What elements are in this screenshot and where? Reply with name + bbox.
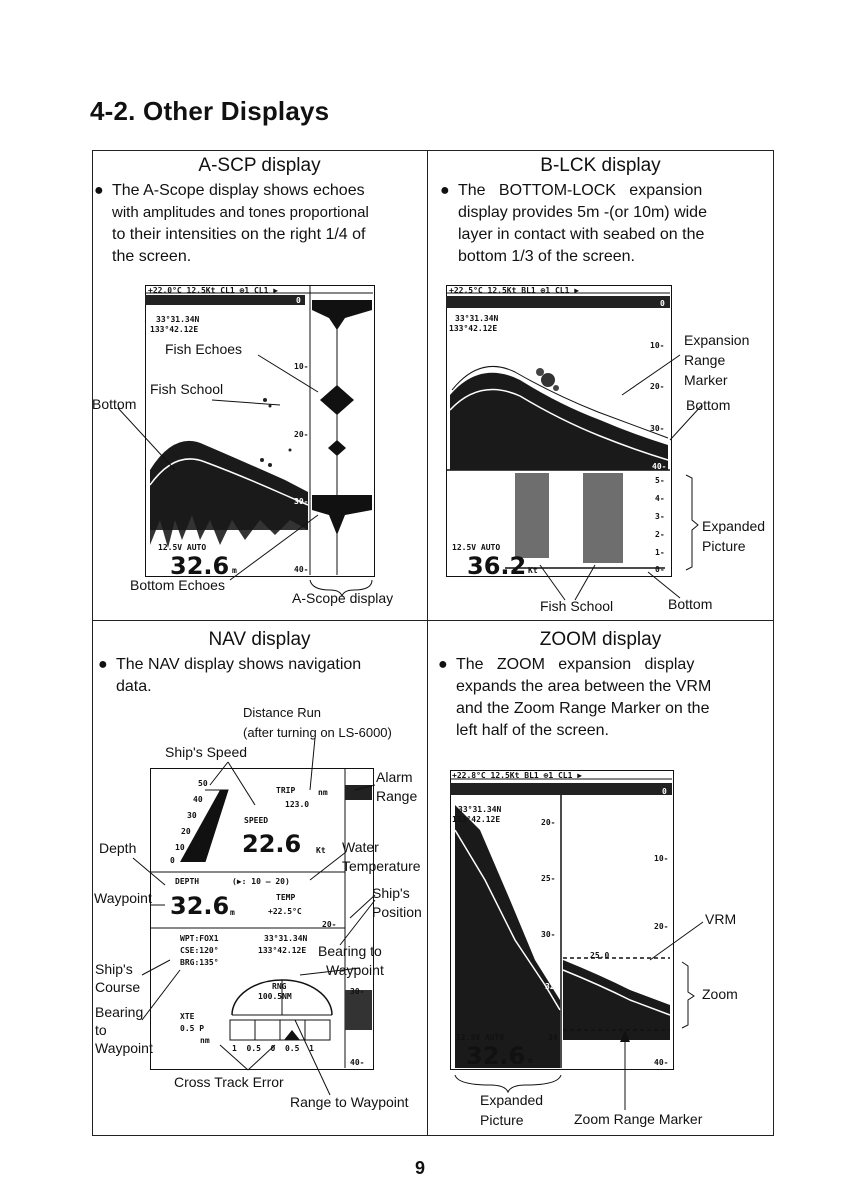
label-line: Alarm bbox=[376, 769, 413, 785]
blck-exp-0: 0- bbox=[655, 565, 665, 574]
label-line: Ship's bbox=[372, 885, 410, 901]
zoom-depth: 32.6 bbox=[466, 1042, 526, 1070]
label-line: to bbox=[95, 1022, 107, 1038]
zoom-right-30: 30- bbox=[654, 992, 669, 1001]
blck-unit: Kt bbox=[528, 566, 538, 575]
nav-temp-value: +22.5°C bbox=[268, 907, 302, 916]
ascp-scale-40: 40- bbox=[294, 565, 309, 574]
blck-scale-40: 40- bbox=[652, 462, 667, 471]
label-line: Bearing to bbox=[318, 943, 382, 959]
nav-trip-value: 123.0 bbox=[285, 800, 310, 809]
zoom-marker-32: 32 bbox=[545, 982, 555, 991]
label-line: Ship's bbox=[95, 961, 133, 977]
blck-lat: 33°31.34N bbox=[455, 314, 499, 323]
label-expanded-picture bbox=[480, 1090, 543, 1130]
blck-voltage: 12.5V AUTO bbox=[452, 543, 501, 552]
blck-exp-3: 3- bbox=[655, 512, 665, 521]
blck-description: ● The BOTTOM-LOCK expansion display provides 5m -(or 10m) wide layer in contact with seabed on the bottom 1/3 of the screen. bbox=[458, 180, 768, 268]
label-waypoint: Waypoint bbox=[94, 890, 152, 906]
ascp-lat: 33°31.34N bbox=[156, 315, 200, 324]
nav-cse: CSE:120° bbox=[180, 946, 219, 955]
label-line: Expansion bbox=[684, 332, 750, 348]
blck-exp-2: 2- bbox=[655, 530, 665, 539]
blck-scale-20: 20- bbox=[650, 382, 665, 391]
nav-temp-label: TEMP bbox=[276, 893, 296, 902]
nav-depth-range: (▶: 10 — 20) bbox=[232, 877, 290, 886]
nav-desc-line: The NAV display shows navigation bbox=[116, 656, 362, 673]
label-ascope-display: A-Scope display bbox=[292, 590, 394, 606]
ascp-scale-10: 10- bbox=[294, 362, 309, 371]
ascp-voltage: 12.5V AUTO bbox=[158, 543, 207, 552]
ascp-status-bar: +22.0°C 12.5Kt CL1 ⊕1 CL1 ▶ bbox=[148, 286, 279, 295]
label-bottom-echoes: Bottom Echoes bbox=[130, 577, 225, 593]
nav-speed-scale-50: 50 bbox=[198, 779, 208, 788]
blck-desc-line: display provides 5m -(or 10m) wide bbox=[458, 204, 707, 221]
nav-lon: 133°42.12E bbox=[258, 946, 307, 955]
zoom-lon: 133°42.12E bbox=[452, 815, 501, 824]
zoom-description: ● The ZOOM expansion display expands the area between the VRM and the Zoom Range Marker on the left half of the screen. bbox=[456, 654, 768, 742]
nav-depth-unit: m bbox=[230, 908, 235, 917]
label-line: Marker bbox=[684, 372, 728, 388]
ascp-scale-0: 0 bbox=[296, 296, 301, 305]
blck-desc-line: The BOTTOM-LOCK expansion bbox=[458, 182, 703, 199]
zoom-voltage: 12.5V AUTO bbox=[456, 1033, 505, 1042]
label-line: Water bbox=[342, 839, 379, 855]
blck-exp-5: 5- bbox=[655, 476, 665, 485]
nav-speed-scale-40: 40 bbox=[193, 795, 203, 804]
ascp-desc-line: to their intensities on the right 1/4 of bbox=[112, 226, 366, 243]
label-line: Temperature bbox=[342, 858, 421, 874]
zoom-right-40: 40- bbox=[654, 1058, 669, 1067]
nav-rng-label: RNG bbox=[272, 982, 287, 991]
nav-brg: BRG:135° bbox=[180, 958, 219, 967]
label-fish-school: Fish School bbox=[150, 381, 224, 397]
label-line: Waypoint bbox=[95, 1040, 153, 1056]
nav-xte-label: XTE bbox=[180, 1012, 195, 1021]
label-bottom: Bottom bbox=[686, 397, 731, 413]
blck-title: B-LCK display bbox=[540, 155, 661, 176]
zoom-marker-34: 34 bbox=[548, 1033, 558, 1042]
zoom-lat: 33°31.34N bbox=[458, 805, 502, 814]
blck-scale-10: 10- bbox=[650, 341, 665, 350]
zoom-title: ZOOM display bbox=[539, 629, 662, 650]
ascp-depth: 32.6 bbox=[170, 552, 230, 580]
zoom-right-10: 10- bbox=[654, 854, 669, 863]
ascp-lon: 133°42.12E bbox=[150, 325, 199, 334]
zoom-right-0: 0 bbox=[662, 787, 667, 796]
nav-trip-label: TRIP bbox=[276, 786, 296, 795]
nav-scale-40: 40- bbox=[350, 1058, 365, 1067]
label-zoom-range-marker: Zoom Range Marker bbox=[574, 1111, 703, 1127]
nav-speed-scale-10: 10 bbox=[175, 843, 185, 852]
label-line: Bearing bbox=[95, 1004, 144, 1020]
nav-speed-scale-30: 30 bbox=[187, 811, 197, 820]
page-title: 4-2. Other Displays bbox=[90, 96, 330, 126]
zoom-left-20: 20- bbox=[541, 818, 556, 827]
label-distance-run: Distance Run bbox=[243, 705, 322, 720]
nav-rng-value: 100.5NM bbox=[258, 992, 292, 1001]
label-distance-run-note: (after turning on LS-6000) bbox=[243, 725, 392, 740]
blck-desc-line: layer in contact with seabed on the bbox=[458, 226, 705, 243]
nav-scale-30: 30- bbox=[350, 987, 365, 996]
label-line: Course bbox=[95, 979, 141, 995]
blck-lon: 133°42.12E bbox=[449, 324, 498, 333]
label-cross-track-error: Cross Track Error bbox=[174, 1074, 284, 1090]
nav-wpt: WPT:FOX1 bbox=[180, 934, 219, 943]
nav-xte-scale: 1 0.5 0 0.5 1 bbox=[232, 1044, 314, 1053]
nav-speed-label: SPEED bbox=[244, 816, 269, 825]
zoom-left-30: 30- bbox=[541, 930, 556, 939]
ascp-title: A-SCP display bbox=[198, 155, 321, 176]
label-line: Picture bbox=[702, 538, 746, 554]
label-line: Waypoint bbox=[326, 962, 384, 978]
nav-description: ● The NAV display shows navigation data. bbox=[116, 654, 421, 698]
ascp-desc-line: The A-Scope display shows echoes bbox=[112, 182, 365, 199]
label-bottom: Bottom bbox=[92, 396, 137, 412]
blck-scale-0: 0 bbox=[660, 299, 665, 308]
label-fish-echoes: Fish Echoes bbox=[165, 341, 243, 357]
nav-lat: 33°31.34N bbox=[264, 934, 308, 943]
nav-speed-scale-20: 20 bbox=[181, 827, 191, 836]
ascp-scale-20: 20- bbox=[294, 430, 309, 439]
nav-speed-value: 22.6 bbox=[242, 830, 302, 858]
label-line: Range bbox=[684, 352, 726, 368]
label-zoom: Zoom bbox=[702, 986, 738, 1002]
nav-title: NAV display bbox=[208, 629, 311, 650]
blck-value: 36.2 bbox=[467, 552, 527, 580]
zoom-vrm-value: 25.0 bbox=[590, 951, 610, 960]
blck-exp-4: 4- bbox=[655, 494, 665, 503]
zoom-status-bar: +22.8°C 12.5Kt BL1 ⊕1 CL1 ▶ bbox=[452, 771, 583, 780]
label-line: Position bbox=[372, 904, 422, 920]
nav-speed-unit: Kt bbox=[316, 846, 326, 855]
label-bottom-2: Bottom bbox=[668, 596, 713, 612]
ascp-desc-line: the screen. bbox=[112, 248, 192, 265]
nav-depth-value: 32.6 bbox=[170, 892, 230, 920]
nav-scale-20: 20- bbox=[322, 920, 337, 929]
zoom-right-20: 20- bbox=[654, 922, 669, 931]
label-line: Expanded bbox=[702, 518, 766, 534]
label-range-to-waypoint: Range to Waypoint bbox=[290, 1094, 409, 1110]
ascp-scale-30: 30- bbox=[294, 497, 309, 506]
label-vrm: VRM bbox=[705, 911, 737, 927]
ascp-depth-unit: m bbox=[232, 566, 237, 575]
label-fish-school: Fish School bbox=[540, 598, 614, 614]
nav-speed-scale-0: 0 bbox=[170, 856, 175, 865]
label-line: Expanded bbox=[480, 1092, 544, 1108]
zoom-desc-line: and the Zoom Range Marker on the bbox=[456, 700, 710, 717]
blck-exp-1: 1- bbox=[655, 548, 665, 557]
ascp-description: ● The A-Scope display shows echoes with amplitudes and tones proportional to their intensities on the right 1/4 of the screen. bbox=[112, 180, 417, 268]
blck-status-bar: +22.5°C 12.5Kt BL1 ⊕1 CL1 ▶ bbox=[449, 286, 580, 295]
nav-desc-line: data. bbox=[116, 678, 152, 695]
blck-desc-line: bottom 1/3 of the screen. bbox=[458, 248, 635, 265]
zoom-left-25: 25- bbox=[541, 874, 556, 883]
blck-scale-30: 30- bbox=[650, 424, 665, 433]
zoom-desc-line: The ZOOM expansion display bbox=[456, 656, 695, 673]
label-line: Range bbox=[376, 788, 418, 804]
zoom-desc-line: left half of the screen. bbox=[456, 722, 609, 739]
nav-xte-value: 0.5 P bbox=[180, 1024, 205, 1033]
label-depth: Depth bbox=[99, 840, 137, 856]
label-line: Picture bbox=[480, 1112, 524, 1128]
zoom-depth-unit: m bbox=[528, 1056, 533, 1065]
ascp-desc-line: with amplitudes and tones proportional bbox=[112, 204, 369, 221]
nav-depth-label: DEPTH bbox=[175, 877, 200, 886]
nav-xte-unit: nm bbox=[200, 1036, 210, 1045]
label-ships-speed: Ship's Speed bbox=[165, 744, 248, 760]
nav-trip-unit: nm bbox=[318, 788, 328, 797]
page-number: 9 bbox=[415, 1158, 426, 1178]
zoom-desc-line: expands the area between the VRM bbox=[456, 678, 712, 695]
